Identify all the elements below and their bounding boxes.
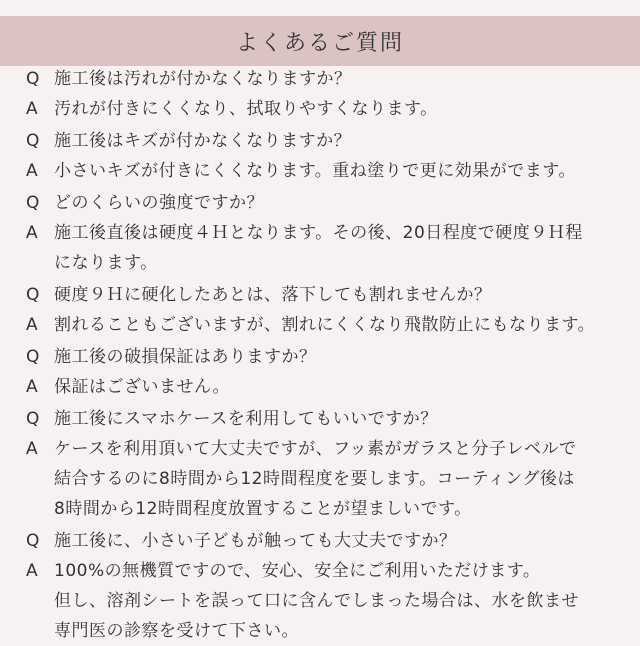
faq-item [0,404,640,524]
question-row [0,280,640,310]
question-text: 施工後は汚れが付かなくなりますか？ [54,69,352,89]
answer-continuation [0,616,640,646]
answer-row [0,556,640,586]
question-marker: Q [26,285,40,305]
question-text: 施工後はキズが付かなくなりますか？ [54,131,352,151]
answer-marker: A [26,99,38,119]
question-marker: Q [26,347,40,367]
answer-row [0,372,640,402]
answer-marker: A [26,439,38,459]
answer-text: 但し、溶剤シートを誤って口に含んでしまった場合は、水を飲ませ [54,591,579,611]
question-text: 施工後の破損保証はありますか？ [54,347,317,367]
question-row [0,526,640,556]
page-title: よくあるご質問 [235,30,404,56]
answer-row [0,156,640,186]
answer-continuation [0,494,640,524]
answer-row [0,310,640,340]
answer-text: 汚れが付きにくくなり、拭取りやすくなります。 [54,99,438,119]
question-marker: Q [26,193,40,213]
answer-marker: A [26,561,38,581]
faq-header-bar [0,16,640,66]
question-marker: Q [26,409,40,429]
question-text: 施工後に、小さい子どもが触っても大丈夫ですか？ [54,531,457,551]
answer-text: 100%の無機質ですので、安心、安全にご利用いただけます。 [54,561,541,581]
answer-text: 割れることもございますが、割れにくくなり飛散防止にもなります。 [54,315,596,335]
answer-continuation [0,248,640,278]
question-text: 硬度９Ｈに硬化したあとは、落下しても割れませんか？ [54,285,492,305]
answer-text: 8時間から12時間程度放置することが望ましいです。 [54,499,472,519]
answer-marker: A [26,161,38,181]
question-row [0,64,640,94]
answer-marker: A [26,223,38,243]
answer-text: になります。 [54,253,158,273]
answer-marker: A [26,315,38,335]
answer-text: 施工後直後は硬度４Ｈとなります。その後、20日程度で硬度９Ｈ程 [54,223,583,243]
answer-row [0,434,640,464]
question-marker: Q [26,531,40,551]
faq-item [0,526,640,646]
answer-continuation [0,586,640,616]
faq-item [0,280,640,340]
answer-text: 専門医の診察を受けて下さい。 [54,621,299,641]
question-row [0,126,640,156]
faq-item [0,342,640,402]
faq-item [0,188,640,278]
answer-text: 保証はございません。 [54,377,231,397]
answer-text: 結合するのに8時間から12時間程度を要します。コーティング後は [54,469,575,489]
question-row [0,342,640,372]
question-marker: Q [26,131,40,151]
answer-text: 小さいキズが付きにくくなります。重ね塗りで更に効果がでます。 [54,161,576,181]
question-marker: Q [26,69,40,89]
answer-row [0,94,640,124]
answer-row [0,218,640,248]
answer-marker: A [26,377,38,397]
question-text: 施工後にスマホケースを利用してもいいですか？ [54,409,438,429]
faq-item [0,126,640,186]
faq-item [0,64,640,124]
faq-list [0,64,640,646]
question-text: どのくらいの強度ですか？ [54,193,264,213]
answer-text: ケースを利用頂いて大丈夫ですが、フッ素がガラスと分子レベルで [54,439,577,459]
question-row [0,404,640,434]
answer-continuation [0,464,640,494]
question-row [0,188,640,218]
